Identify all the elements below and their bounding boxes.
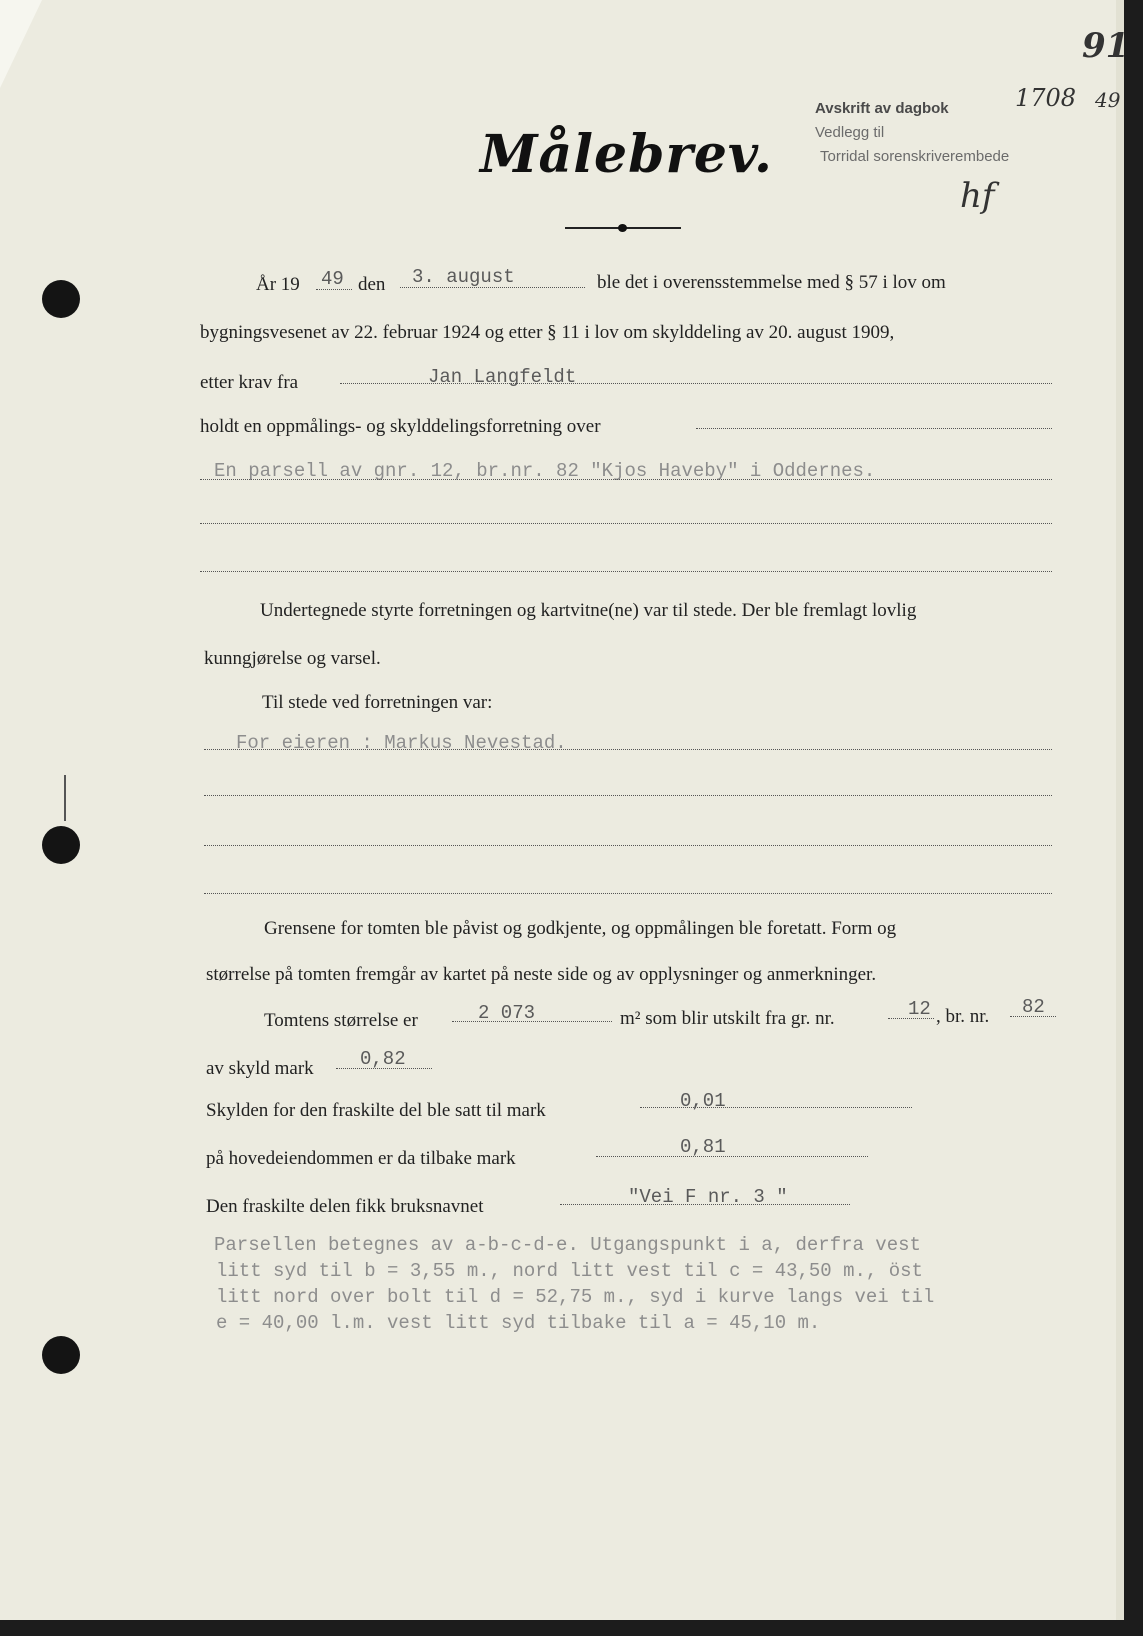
stamp-line-2: Vedlegg til (815, 124, 885, 141)
property-line-2 (200, 523, 1052, 524)
requester-value: Jan Langfeldt (428, 366, 577, 388)
skyld-label: av skyld mark (206, 1058, 314, 1079)
den-label: den (358, 274, 386, 295)
property-line-1 (200, 479, 1052, 480)
size-value: 2 073 (478, 1002, 536, 1024)
skyld-value: 0,82 (360, 1048, 406, 1070)
size-label: Tomtens størrelse er (264, 1010, 418, 1031)
business-line (696, 428, 1052, 429)
property-description: En parsell av gnr. 12, br.nr. 82 "Kjos Haveby" i Oddernes. (214, 460, 876, 482)
stamp-journal-number: 1708 (1015, 84, 1077, 112)
year-prefix: År 19 (256, 274, 300, 295)
fraskilt-line (640, 1107, 912, 1108)
description-line-2: litt syd til b = 3,55 m., nord litt vest til c = 43,50 m., öst (216, 1260, 923, 1282)
punch-hole (42, 280, 80, 318)
fraskilt-label: Skylden for den fraskilte del ble satt til mark (206, 1100, 546, 1121)
requester-line (340, 383, 1052, 384)
date-value: 3. august (412, 266, 515, 288)
size-unit-text: m² som blir utskilt fra gr. nr. (620, 1008, 835, 1029)
brnr-value: 82 (1022, 996, 1045, 1018)
punch-hole (42, 1336, 80, 1374)
attendance-text-2: kunngjørelse og varsel. (204, 648, 381, 669)
title-rule-ornament (618, 224, 627, 232)
hoved-value: 0,81 (680, 1136, 726, 1158)
law-line-2: bygningsvesenet av 22. februar 1924 og etter § 11 i lov om skylddeling av 20. august 1909, (200, 322, 895, 343)
brnr-label: , br. nr. (936, 1006, 990, 1027)
page-edge (1116, 0, 1124, 1620)
year-value: 49 (321, 268, 344, 290)
date-line (400, 287, 585, 288)
hoved-label: på hovedeiendommen er da tilbake mark (206, 1148, 516, 1169)
requester-label: etter krav fra (200, 372, 299, 393)
gnr-value: 12 (908, 998, 931, 1020)
present-line-4 (204, 893, 1052, 894)
business-label: holdt en oppmålings- og skylddelingsforretning over (200, 416, 601, 437)
description-line-1: Parsellen betegnes av a-b-c-d-e. Utgangspunkt i a, derfra vest (214, 1234, 921, 1256)
stamp-line-3: Torridal sorenskriverembede (820, 148, 1010, 165)
present-value: For eieren : Markus Nevestad. (236, 732, 567, 754)
property-line-3 (200, 571, 1052, 572)
gnr-line (888, 1018, 934, 1019)
stamp-line-1: Avskrift av dagbok (815, 100, 949, 117)
boundary-text-2: størrelse på tomten fremgår av kartet på neste side og av opplysninger og anmerkninger. (206, 964, 877, 985)
fraskilt-value: 0,01 (680, 1090, 726, 1112)
folded-corner (0, 0, 42, 88)
year-line (316, 289, 352, 290)
boundary-text-1: Grensene for tomten ble påvist og godkjente, og oppmålingen ble foretatt. Form og (264, 918, 897, 939)
present-label: Til stede ved forretningen var: (262, 692, 493, 713)
document-title: Målebrev. (480, 124, 774, 185)
hoved-line (596, 1156, 868, 1157)
stamp-year: 49 (1095, 88, 1121, 112)
name-line (560, 1204, 850, 1205)
name-label: Den fraskilte delen fikk bruksnavnet (206, 1196, 484, 1217)
present-line-2 (204, 795, 1052, 796)
present-line-3 (204, 845, 1052, 846)
skyld-line (336, 1068, 432, 1069)
name-value: "Vei F nr. 3 " (628, 1186, 788, 1208)
description-line-4: e = 40,00 l.m. vest litt syd tilbake til a = 45,10 m. (216, 1312, 821, 1334)
punch-hole (42, 826, 80, 864)
attendance-text-1: Undertegnede styrte forretningen og kartvitne(ne) var til stede. Der ble fremlagt lovlig (260, 600, 917, 621)
law-text: ble det i overensstemmelse med § 57 i lov om (597, 272, 946, 293)
page-number: 91 (1082, 26, 1130, 66)
pencil-mark (64, 775, 66, 821)
brnr-line (1010, 1016, 1056, 1017)
description-line-3: litt nord over bolt til d = 52,75 m., syd i kurve langs vei til (216, 1286, 935, 1308)
size-line (452, 1021, 612, 1022)
signature-initials: hf (960, 176, 995, 216)
present-line-1 (204, 749, 1052, 750)
